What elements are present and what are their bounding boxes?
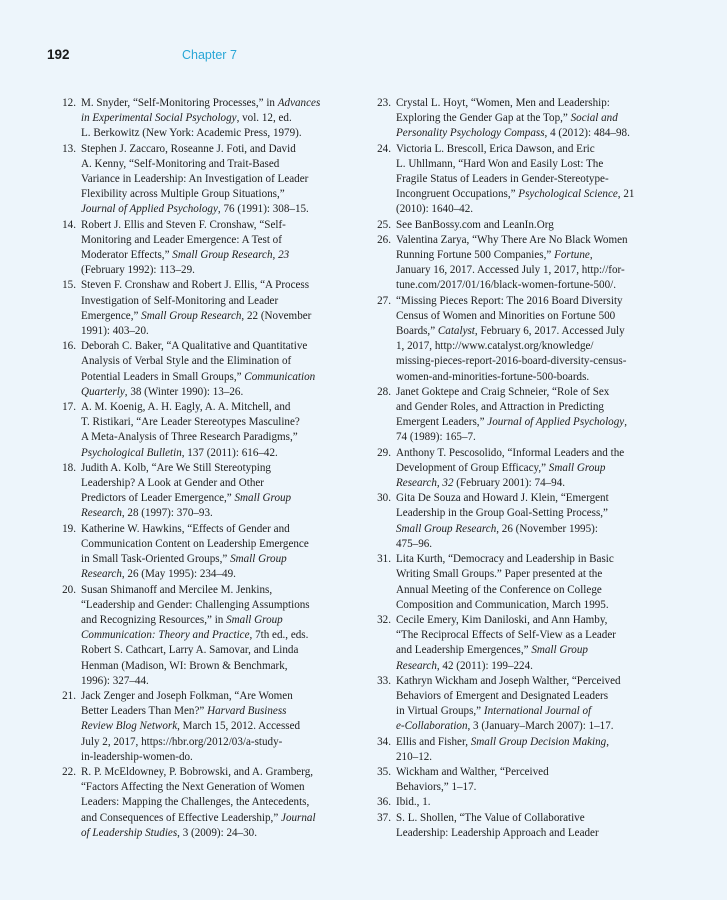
endnote-line: 210–12. (396, 750, 433, 763)
endnote (55, 522, 355, 583)
endnote-line: of Leadership Studies, 3 (2009): 24–30. (81, 826, 257, 839)
endnote-line: Research, 32 (February 2001): 74–94. (396, 477, 566, 490)
endnote-line: in Virtual Groups,” International Journal of (396, 705, 592, 718)
endnote-line: Susan Shimanoff and Mercilee M. Jenkins, (81, 583, 273, 596)
endnote-line: 74 (1989): 165–7. (396, 431, 476, 444)
endnote-line: Leaders: Mapping the Challenges, the Antecedents, (81, 796, 310, 809)
endnote-line: 1, 2017, http://www.catalyst.org/knowledge/ (396, 340, 594, 353)
endnote-line: tune.com/2017/01/16/black-women-fortune-500/. (396, 279, 616, 292)
endnote-text (396, 735, 670, 765)
endnote-line: A. Kenny, “Self-Monitoring and Trait-Based (81, 157, 280, 170)
endnote-line: and Recognizing Resources,” in Small Group (81, 613, 283, 626)
endnote-line: women-and-minorities-fortune-500-boards. (396, 370, 590, 383)
endnote-line: Census of Women and Minorities on Fortune 500 (396, 309, 616, 322)
endnote-line: Wickham and Walther, “Perceived (396, 765, 549, 778)
endnote-line: Research, 28 (1997): 370–93. (81, 507, 213, 520)
endnote-line: Gita De Souza and Howard J. Klein, “Emergent (396, 492, 609, 505)
endnote-line: 1996): 327–44. (81, 674, 149, 687)
endnote-line: Development of Group Efficacy,” Small Group (396, 461, 606, 474)
notes-column-right (370, 96, 670, 841)
endnote-line: Janet Goktepe and Craig Schneier, “Role of Sex (396, 385, 610, 398)
endnote-line: Leadership in the Group Goal-Setting Process,” (396, 507, 608, 520)
endnote-line: Variance in Leadership: An Investigation of Leader (81, 173, 309, 186)
endnote-line: Moderator Effects,” Small Group Research, 23 (81, 249, 290, 262)
endnote (55, 461, 355, 522)
endnote (370, 674, 670, 735)
endnote-text (81, 522, 355, 583)
endnote-line: R. P. McEldowney, P. Bobrowski, and A. Gramberg, (81, 765, 314, 778)
endnote-number: 30. (377, 492, 391, 505)
endnote (370, 811, 670, 841)
endnote-text (81, 461, 355, 522)
endnote-line: Writing Small Groups.” Paper presented at the (396, 568, 603, 581)
endnote-line: Emergent Leaders,” Journal of Applied Psychology, (396, 416, 627, 429)
endnote-line: Psychological Bulletin, 137 (2011): 616–42. (81, 446, 278, 459)
endnote-line: Boards,” Catalyst, February 6, 2017. Accessed July (396, 325, 625, 338)
endnote-line: “Missing Pieces Report: The 2016 Board Diversity (396, 294, 623, 307)
endnote-number: 37. (377, 811, 391, 824)
endnote-number: 24. (377, 142, 391, 155)
endnote-line: 475–96. (396, 537, 433, 550)
endnote-number: 20. (62, 583, 76, 596)
endnote (55, 278, 355, 339)
endnote-number: 15. (62, 279, 76, 292)
endnote-line: Composition and Communication, March 1995. (396, 598, 609, 611)
endnote-line: Predictors of Leader Emergence,” Small Group (81, 492, 292, 505)
endnote-number: 18. (62, 461, 76, 474)
endnote-line: Robert J. Ellis and Steven F. Cronshaw, “Self- (81, 218, 286, 231)
endnote-line: Communication Content on Leadership Emergence (81, 537, 309, 550)
endnote-line: and Leadership Emergences,” Small Group (396, 644, 588, 657)
endnote-line: (February 1992): 113–29. (81, 264, 195, 277)
endnote-text (81, 218, 355, 279)
endnote (55, 96, 355, 142)
endnote-line: Robert S. Cathcart, Larry A. Samovar, and Linda (81, 644, 299, 657)
endnote-line: Emergence,” Small Group Research, 22 (November (81, 309, 312, 322)
chapter-title: Chapter 7 (182, 48, 237, 62)
endnote (55, 142, 355, 218)
endnote (55, 339, 355, 400)
endnote-text (81, 765, 355, 841)
endnote-number: 25. (377, 218, 391, 231)
endnote-line: in-leadership-women-do. (81, 750, 193, 763)
endnote-line: Valentina Zarya, “Why There Are No Black Women (396, 233, 628, 246)
endnote-line: Deborah C. Baker, “A Qualitative and Quantitative (81, 340, 308, 353)
endnote-text (396, 552, 670, 613)
endnote-line: “Factors Affecting the Next Generation of Women (81, 781, 305, 794)
endnote-text (396, 491, 670, 552)
endnote-line: Ibid., 1. (396, 796, 431, 809)
endnote-line: T. Ristikari, “Are Leader Stereotypes Masculine? (81, 416, 300, 429)
endnote-line: Analysis of Verbal Style and the Elimination of (81, 355, 292, 368)
endnote-text (396, 795, 670, 810)
endnote-line: S. L. Shollen, “The Value of Collaborative (396, 811, 585, 824)
endnote (370, 765, 670, 795)
endnote (370, 294, 670, 385)
endnote-number: 21. (62, 689, 76, 702)
endnote-text (396, 765, 670, 795)
endnote (370, 795, 670, 810)
endnote-line: Running Fortune 500 Companies,” Fortune, (396, 249, 593, 262)
endnote-line: Jack Zenger and Joseph Folkman, “Are Women (81, 689, 293, 702)
endnote-line: Steven F. Cronshaw and Robert J. Ellis, “A Process (81, 279, 310, 292)
endnote-line: Research, 42 (2011): 199–224. (396, 659, 533, 672)
endnote-line: Fragile Status of Leaders in Gender-Stereotype- (396, 173, 609, 186)
endnote (55, 218, 355, 279)
endnote (370, 142, 670, 218)
endnote-text (396, 142, 670, 218)
endnote-line: Ellis and Fisher, Small Group Decision Making, (396, 735, 610, 748)
endnote-number: 34. (377, 735, 391, 748)
endnote (370, 96, 670, 142)
endnote-text (81, 96, 355, 142)
endnote-text (81, 400, 355, 461)
endnote-line: Judith A. Kolb, “Are We Still Stereotyping (81, 461, 271, 474)
endnote-number: 31. (377, 553, 391, 566)
endnote-line: Review Blog Network, March 15, 2012. Accessed (81, 720, 301, 733)
endnote-number: 36. (377, 796, 391, 809)
endnote-line: Exploring the Gender Gap at the Top,” Social and (396, 112, 618, 125)
endnote-line: in Experimental Social Psychology, vol. 12, ed. (81, 112, 292, 125)
endnote-line: Stephen J. Zaccaro, Roseanne J. Foti, and David (81, 142, 296, 155)
endnote-line: A Meta-Analysis of Three Research Paradigms,” (81, 431, 298, 444)
endnote-number: 19. (62, 522, 76, 535)
endnote-line: July 2, 2017, https://hbr.org/2012/03/a-study- (81, 735, 283, 748)
endnote-line: Potential Leaders in Small Groups,” Communication (81, 370, 316, 383)
endnote-line: Annual Meeting of the Conference on College (396, 583, 602, 596)
endnote-text (81, 142, 355, 218)
endnote-line: L. Berkowitz (New York: Academic Press, 1979). (81, 127, 302, 140)
endnote-number: 32. (377, 613, 391, 626)
endnote-number: 29. (377, 446, 391, 459)
endnote-line: Henman (Madison, WI: Brown & Benchmark, (81, 659, 288, 672)
endnote-number: 13. (62, 142, 76, 155)
endnote-number: 27. (377, 294, 391, 307)
endnote (55, 765, 355, 841)
endnote-line: Leadership? A Look at Gender and Other (81, 477, 264, 490)
endnote-line: M. Snyder, “Self-Monitoring Processes,” in Advances (81, 97, 321, 109)
endnote (370, 491, 670, 552)
endnote-line: missing-pieces-report-2016-board-diversity-census- (396, 355, 627, 368)
endnote-line: Monitoring and Leader Emergence: A Test of (81, 233, 282, 246)
endnote (55, 400, 355, 461)
endnote-line: Personality Psychology Compass, 4 (2012): 484–98. (396, 127, 630, 140)
page-number: 192 (47, 47, 70, 62)
endnote-line: Behaviors of Emergent and Designated Leaders (396, 689, 609, 702)
endnote-number: 14. (62, 218, 76, 231)
endnote-line: Leadership: Leadership Approach and Leader (396, 826, 599, 839)
endnote-number: 17. (62, 401, 76, 414)
endnote-text (81, 583, 355, 689)
endnote-text (81, 689, 355, 765)
endnote-line: Investigation of Self-Monitoring and Leader (81, 294, 279, 307)
endnote (370, 233, 670, 294)
endnote-text (396, 96, 670, 142)
endnote-line: Research, 26 (May 1995): 234–49. (81, 568, 236, 581)
endnote (55, 583, 355, 689)
endnote-text (396, 233, 670, 294)
endnote-number: 28. (377, 385, 391, 398)
endnote-line: Incongruent Occupations,” Psychological Science, 21 (396, 188, 635, 201)
endnote-line: L. Uhllmann, “Hard Won and Easily Lost: The (396, 157, 604, 170)
endnote-text (396, 218, 670, 233)
endnote-text (396, 385, 670, 446)
endnote (370, 385, 670, 446)
endnote-line: Victoria L. Brescoll, Erica Dawson, and Eric (396, 142, 595, 155)
notes-column-left (55, 96, 355, 841)
endnote-line: Small Group Research, 26 (November 1995): (396, 522, 598, 535)
endnote-number: 26. (377, 233, 391, 246)
endnote (370, 446, 670, 492)
endnote-line: Flexibility across Multiple Group Situations,” (81, 188, 285, 201)
endnote-number: 12. (62, 97, 76, 109)
endnote-line: Crystal L. Hoyt, “Women, Men and Leadership: (396, 97, 610, 109)
endnote-number: 33. (377, 674, 391, 687)
endnote-line: Communication: Theory and Practice, 7th ed., eds. (81, 629, 309, 642)
endnote-line: Lita Kurth, “Democracy and Leadership in Basic (396, 553, 614, 566)
endnote-text (396, 811, 670, 841)
endnote-line: Katherine W. Hawkins, “Effects of Gender and (81, 522, 290, 535)
endnote-line: “Leadership and Gender: Challenging Assumptions (81, 598, 310, 611)
endnote (370, 613, 670, 674)
endnote-text (396, 613, 670, 674)
endnote-number: 16. (62, 340, 76, 353)
endnote-number: 23. (377, 97, 391, 109)
endnote (55, 689, 355, 765)
endnote-line: Kathryn Wickham and Joseph Walther, “Perceived (396, 674, 621, 687)
endnote-text (396, 294, 670, 385)
endnote-line: Behaviors,” 1–17. (396, 781, 477, 794)
endnote-line: Cecile Emery, Kim Daniloski, and Ann Hamby, (396, 613, 608, 626)
endnote-line: 1991): 403–20. (81, 325, 149, 338)
endnote (370, 735, 670, 765)
endnote-line: (2010): 1640–42. (396, 203, 474, 216)
endnote-text (396, 446, 670, 492)
endnote-line: Better Leaders Than Men?” Harvard Business (81, 705, 287, 718)
endnote-line: Anthony T. Pescosolido, “Informal Leaders and the (396, 446, 625, 459)
endnote-text (396, 674, 670, 735)
endnote-line: “The Reciprocal Effects of Self-View as a Leader (396, 629, 616, 642)
endnote-line: in Small Task-Oriented Groups,” Small Group (81, 553, 287, 566)
endnote-line: See BanBossy.com and LeanIn.Org (396, 218, 554, 231)
endnote-line: A. M. Koenig, A. H. Eagly, A. A. Mitchell, and (81, 401, 291, 414)
endnote-number: 35. (377, 765, 391, 778)
endnote-number: 22. (62, 765, 76, 778)
endnote-text (81, 278, 355, 339)
endnote-line: and Consequences of Effective Leadership,” Journal (81, 811, 316, 824)
endnote-line: and Gender Roles, and Attraction in Predicting (396, 401, 604, 414)
endnote-line: January 16, 2017. Accessed July 1, 2017, http://for- (396, 264, 625, 277)
endnote-line: Journal of Applied Psychology, 76 (1991): 308–15. (81, 203, 309, 216)
endnote (370, 218, 670, 233)
endnote-line: Quarterly, 38 (Winter 1990): 13–26. (81, 385, 244, 398)
endnote (370, 552, 670, 613)
endnote-line: e-Collaboration, 3 (January–March 2007): 1–17. (396, 720, 614, 733)
endnote-text (81, 339, 355, 400)
